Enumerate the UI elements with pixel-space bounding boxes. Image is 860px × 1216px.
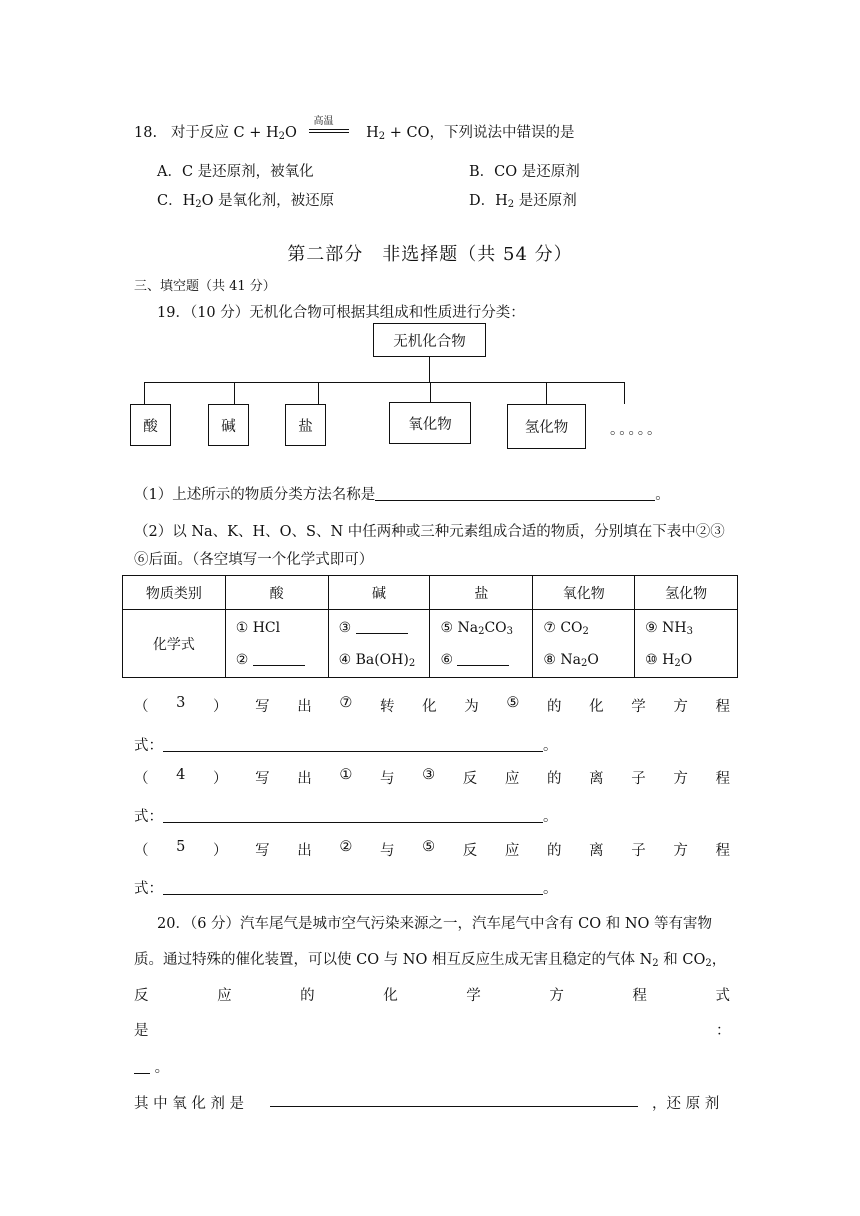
- blank-3[interactable]: [356, 619, 408, 634]
- substance-table: [122, 575, 738, 678]
- root-node: 无机化合物: [373, 323, 486, 357]
- q20-line2: 质。通过特殊的催化装置，可以使 CO 与 NO 相互反应生成无害且稳定的气体 $N_2$ 和 $CO_2$，: [134, 952, 727, 969]
- justified-char: 反: [134, 988, 149, 1004]
- justified-char: 学: [631, 699, 646, 715]
- q19-part5-line: [134, 839, 730, 860]
- justified-char: ）: [212, 771, 228, 787]
- node-acid: 酸: [130, 404, 171, 446]
- part2-title: 第二部分 非选择题（共 54 分）: [287, 244, 573, 265]
- q20-line3: [134, 984, 730, 1005]
- justified-char: ③: [422, 767, 436, 783]
- cell-salt: ⑤ $Na_2CO_3$ ⑥: [430, 610, 533, 678]
- justified-char: 的: [546, 843, 562, 859]
- justified-char: ⑦: [339, 695, 353, 711]
- justified-char: ⑤: [422, 839, 436, 855]
- justified-char: 方: [549, 988, 564, 1004]
- node-base: 碱: [208, 404, 249, 446]
- justified-char: 应: [504, 771, 520, 787]
- justified-char: 方: [673, 771, 688, 787]
- header-base: 碱: [328, 576, 430, 610]
- reaction-condition: 高温: [309, 124, 349, 138]
- justified-char: 4: [176, 767, 186, 783]
- answer-blank[interactable]: [163, 737, 543, 752]
- justified-char: 应: [217, 988, 232, 1004]
- justified-char: 的: [546, 771, 562, 787]
- q20-line4-lead: 是: [134, 1023, 149, 1039]
- justified-char: ①: [339, 767, 353, 783]
- justified-char: 与: [379, 843, 395, 859]
- q19-part1: （1）上述所示的物质分类方法名称是 。: [134, 487, 670, 503]
- justified-char: ②: [339, 839, 353, 855]
- header-salt: 盐: [430, 576, 533, 610]
- justified-char: 写: [255, 771, 270, 787]
- q19-part5-answer: 式： 。: [134, 881, 558, 897]
- justified-char: 离: [589, 771, 604, 787]
- node-salt: 盐: [285, 404, 326, 446]
- justified-char: 反: [462, 771, 478, 787]
- justified-char: 与: [379, 771, 395, 787]
- header-oxide: 氧化物: [533, 576, 635, 610]
- section3-heading: 三、填空题（共 41 分）: [134, 279, 276, 294]
- q18-option-b: B．CO 是还原剂: [469, 164, 580, 180]
- justified-char: 离: [589, 843, 604, 859]
- row-label: 化学式: [123, 610, 226, 678]
- header-category: 物质类别: [123, 576, 226, 610]
- justified-char: 的: [300, 988, 315, 1004]
- justified-char: ⑤: [506, 695, 520, 711]
- justified-char: （: [134, 771, 149, 787]
- answer-blank[interactable]: [134, 1059, 150, 1074]
- justified-char: 程: [632, 988, 647, 1004]
- blank-2[interactable]: [253, 651, 305, 666]
- q20-line1: 20．（6 分）汽车尾气是城市空气污染来源之一，汽车尾气中含有 CO 和 NO 等有害物: [157, 916, 713, 932]
- q18-stem: 18. 对于反应 $C + H_2O$ 高温 $H_2$ + CO，下列说法中错误的是: [134, 116, 575, 142]
- q18-option-a: A．C 是还原剂，被氧化: [157, 164, 314, 180]
- header-acid: 酸: [225, 576, 328, 610]
- justified-char: 应: [504, 843, 520, 859]
- justified-char: ）: [212, 843, 228, 859]
- blank-6[interactable]: [457, 651, 509, 666]
- header-hydride: 氢化物: [635, 576, 738, 610]
- cell-hydride: ⑨ $NH_3$ ⑩ $H_2O$: [635, 610, 738, 678]
- justified-char: 化: [383, 988, 398, 1004]
- justified-char: 化: [422, 699, 437, 715]
- q19-part3-answer: 式： 。: [134, 738, 558, 754]
- q20-line6-lead: 其 中 氧 化 剂 是: [134, 1096, 245, 1112]
- justified-char: 出: [297, 699, 312, 715]
- justified-char: 子: [631, 771, 646, 787]
- justified-char: 出: [297, 771, 312, 787]
- justified-char: 子: [631, 843, 646, 859]
- q20-line6-tail: ，还 原 剂: [652, 1096, 720, 1112]
- q20-oxidizer-blank: [270, 1092, 638, 1109]
- q19-part2-line1: （2）以 Na、K、H、O、S、N 中任两种或三种元素组成合适的物质，分别填在下表中②③: [134, 524, 725, 540]
- justified-char: ）: [212, 699, 228, 715]
- q18-option-d: D．$H_2$ 是还原剂: [469, 193, 577, 210]
- justified-char: 为: [464, 699, 479, 715]
- answer-blank[interactable]: [375, 486, 655, 501]
- answer-blank[interactable]: [270, 1092, 638, 1107]
- justified-char: 转: [379, 699, 395, 715]
- justified-char: （: [134, 843, 149, 859]
- justified-char: 程: [715, 771, 730, 787]
- q19-part3-line: [134, 695, 730, 716]
- cell-acid: ① HCl ②: [225, 610, 328, 678]
- justified-char: 出: [297, 843, 312, 859]
- q20-line5: 。: [134, 1056, 169, 1077]
- justified-char: 学: [466, 988, 481, 1004]
- cell-base: ③ ④ $Ba(OH)_2$: [328, 610, 430, 678]
- justified-char: 程: [715, 699, 730, 715]
- justified-char: 写: [255, 843, 270, 859]
- justified-char: 程: [715, 843, 730, 859]
- justified-char: 反: [462, 843, 478, 859]
- node-hydride: 氢化物: [507, 404, 586, 449]
- justified-char: 5: [176, 839, 186, 855]
- node-oxide: 氧化物: [389, 402, 471, 444]
- justified-char: 式: [715, 988, 730, 1004]
- q19-part4-answer: 式： 。: [134, 809, 558, 825]
- justified-char: 写: [255, 699, 270, 715]
- diagram-ellipsis: 。。。。。: [610, 422, 664, 438]
- answer-blank[interactable]: [163, 808, 543, 823]
- justified-char: 3: [176, 695, 186, 711]
- q18-option-c: C．$H_2O$ 是氧化剂，被还原: [157, 193, 335, 210]
- q20-line4-colon: ：: [716, 1023, 731, 1039]
- answer-blank[interactable]: [163, 880, 543, 895]
- justified-char: 方: [673, 699, 688, 715]
- justified-char: （: [134, 699, 149, 715]
- justified-char: 方: [673, 843, 688, 859]
- cell-oxide: ⑦ $CO_2$ ⑧ $Na_2O$: [533, 610, 635, 678]
- q19-intro: 19．（10 分）无机化合物可根据其组成和性质进行分类：: [157, 305, 525, 321]
- justified-char: 的: [546, 699, 562, 715]
- q19-part4-line: [134, 767, 730, 788]
- q19-part2-line2: ⑥后面。（各空填写一个化学式即可）: [134, 552, 374, 568]
- justified-char: 化: [589, 699, 604, 715]
